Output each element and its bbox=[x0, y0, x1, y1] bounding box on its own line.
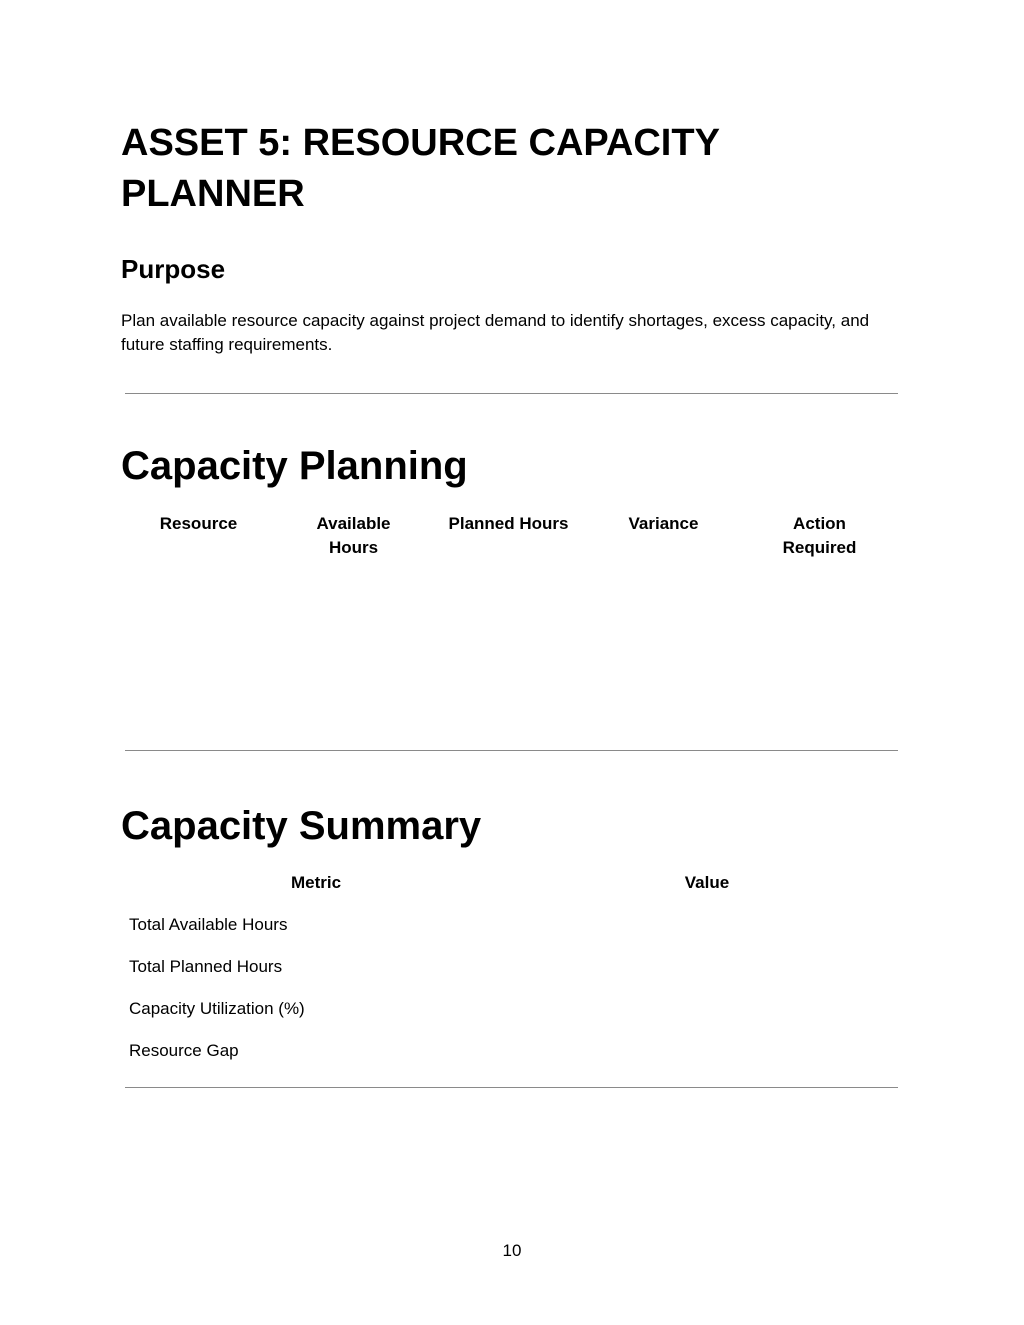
table-row bbox=[129, 997, 305, 1021]
table-row bbox=[129, 1039, 239, 1063]
metric-cell: Total Available Hours bbox=[129, 915, 288, 934]
capacity-planning-heading: Capacity Planning bbox=[121, 444, 468, 488]
column-header-planned-hours: Planned Hours bbox=[448, 514, 569, 533]
divider bbox=[125, 750, 898, 751]
column-header-available-hours: Available Hours bbox=[316, 514, 391, 557]
capacity-summary-heading: Capacity Summary bbox=[121, 804, 482, 848]
column-header-action-required: Action Required bbox=[782, 514, 857, 557]
page-number: 10 bbox=[502, 1241, 522, 1260]
divider bbox=[125, 1087, 898, 1088]
metric-cell: Total Planned Hours bbox=[129, 957, 283, 976]
column-header-resource: Resource bbox=[159, 514, 238, 533]
column-header-metric: Metric bbox=[290, 873, 342, 892]
table-row bbox=[129, 955, 282, 979]
divider bbox=[125, 393, 898, 394]
purpose-heading: Purpose bbox=[121, 254, 226, 284]
table-row bbox=[129, 913, 287, 937]
purpose-text: Plan available resource capacity against project demand to identify shortages, excess capacity, and future staffing requirements. bbox=[121, 311, 870, 354]
column-header-variance: Variance bbox=[628, 514, 699, 533]
metric-cell: Resource Gap bbox=[129, 1041, 239, 1060]
column-header-value: Value bbox=[684, 873, 730, 892]
document-title: ASSET 5: RESOURCE CAPACITY PLANNER bbox=[121, 122, 720, 215]
metric-cell: Capacity Utilization (%) bbox=[129, 999, 305, 1018]
